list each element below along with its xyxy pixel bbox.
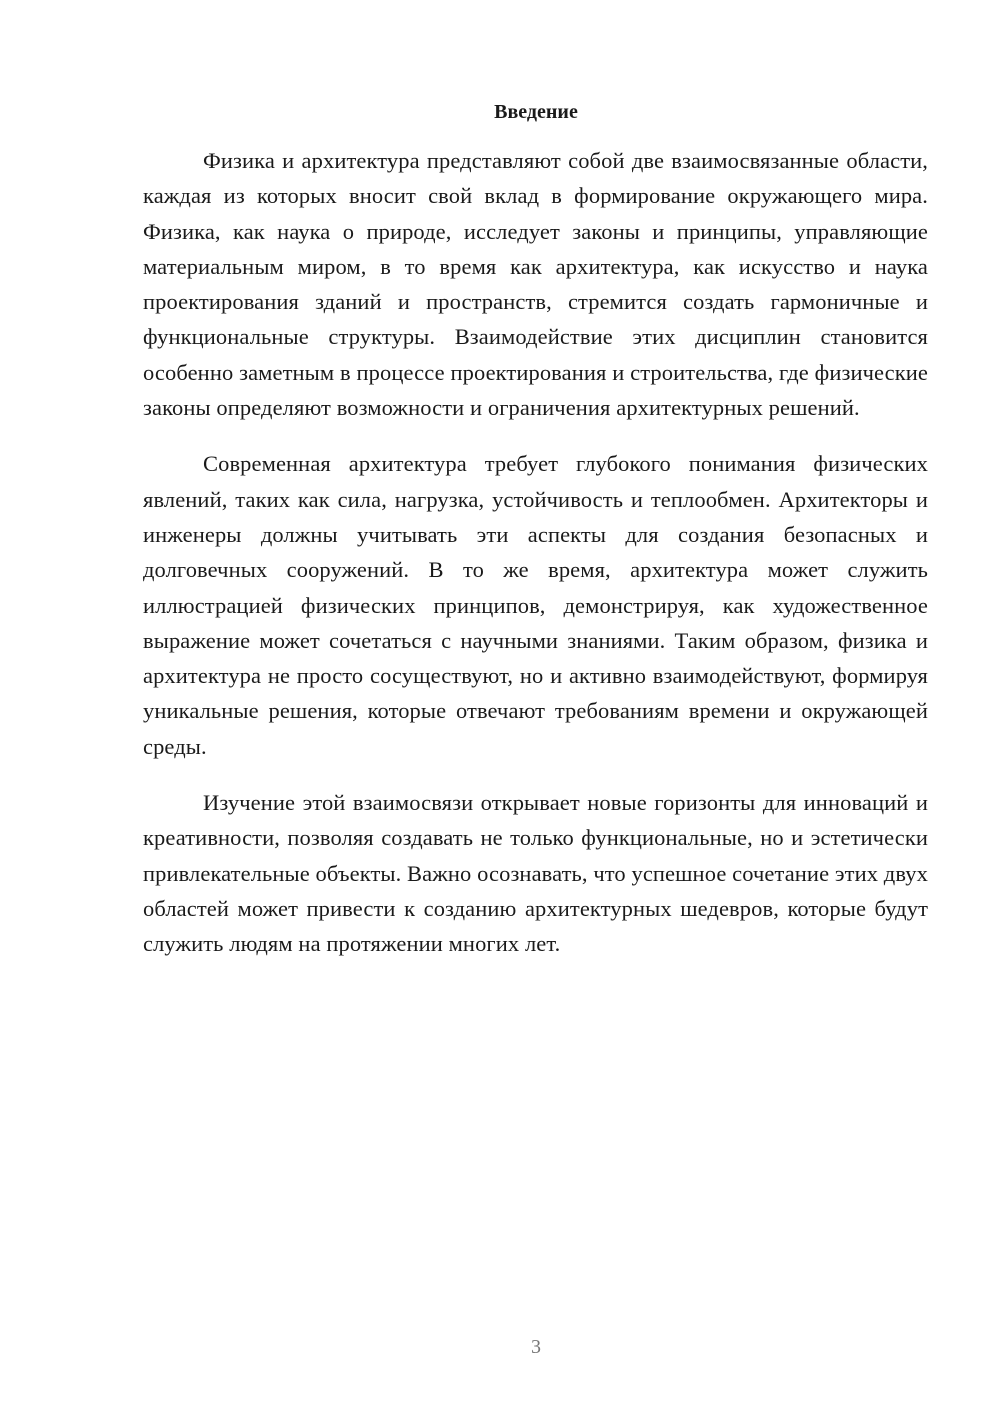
paragraph-2: Современная архитектура требует глубокого понимания физических явлений, таких как сила, нагрузка, устойчивость и теплообмен. Архитекторы и инженеры должны учитывать эти аспекты для создания безопасных и долговечных сооружений. В то же время, архитектура может служить иллюстрацией физических принципов, демонстрируя, как художественное выражение может сочетаться с научными знаниями. Таким образом, физика и архитектура не просто сосуществуют, но и активно взаимодействуют, формируя уникальные решения, которые отвечают требованиям времени и окружающей среды. [143,451,928,759]
paragraph-3: Изучение этой взаимосвязи открывает новые горизонты для инноваций и креативности, позволяя создавать не только функциональные, но и эстетически привлекательные объекты. Важно осознавать, что успешное сочетание этих двух областей может привести к созданию архитектурных шедевров, которые будут служить людям на протяжении многих лет. [143,790,928,957]
body-text [143,143,928,983]
paragraph-1: Физика и архитектура представляют собой две взаимосвязанные области, каждая из которых вносит свой вклад в формирование окружающего мира. Физика, как наука о природе, исследует законы и принципы, управляющие материальным миром, в то время как архитектура, как искусство и наука проектирования зданий и пространств, стремится создать гармоничные и функциональные структуры. Взаимодействие этих дисциплин становится особенно заметным в процессе проектирования и строительства, где физические законы определяют возможности и ограничения архитектурных решений. [143,148,928,421]
page-number: 3 [531,1336,541,1358]
section-heading: Введение [494,101,578,123]
